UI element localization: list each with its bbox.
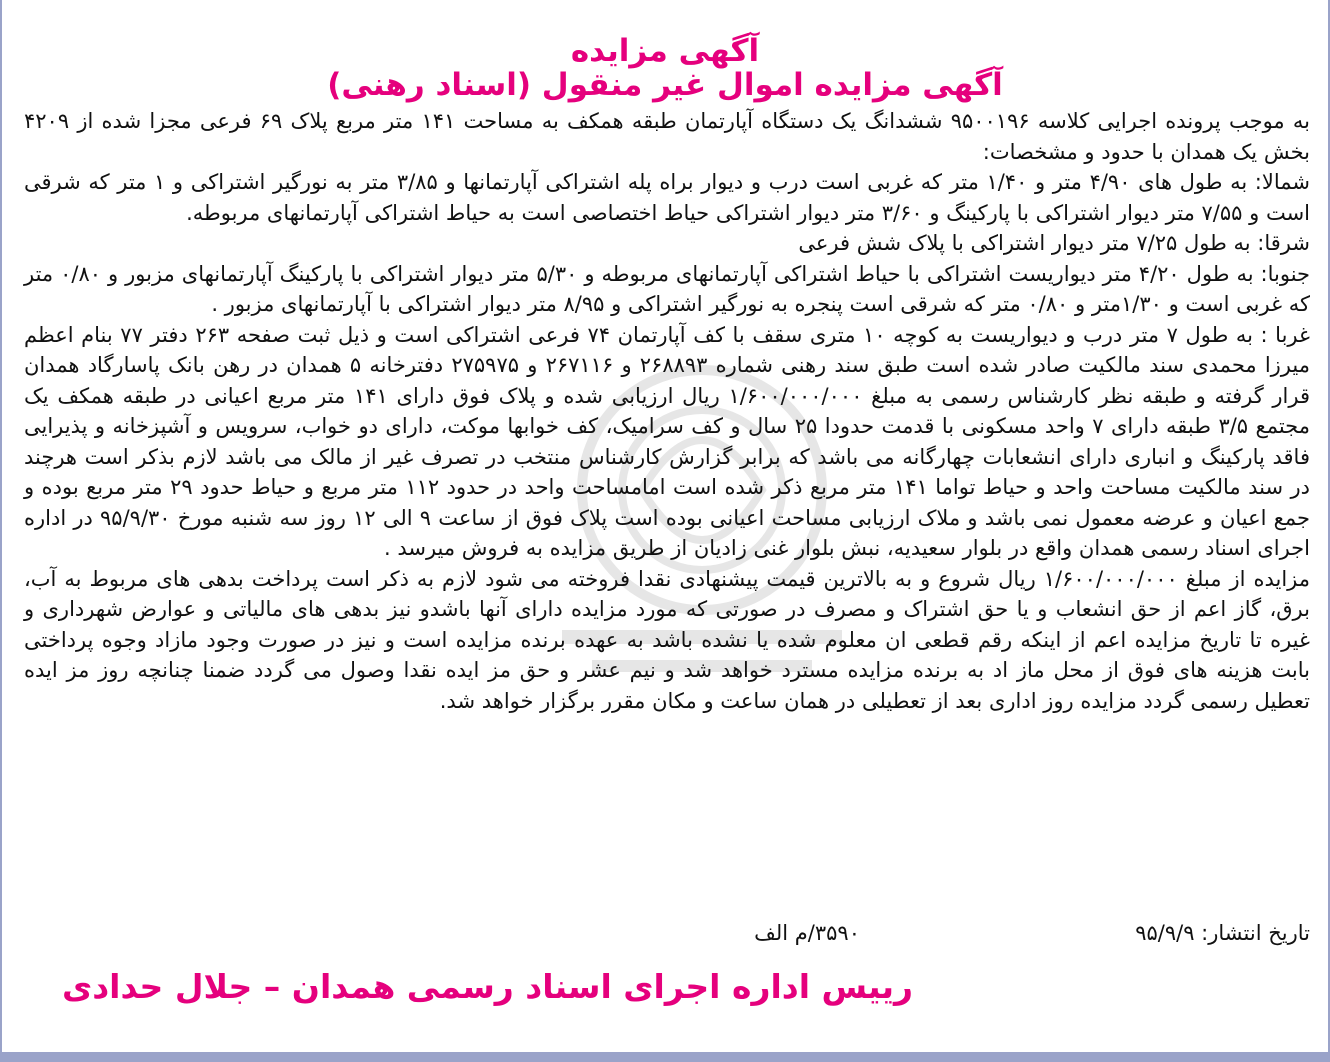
publish-date: تاریخ انتشار: ۹۵/۹/۹ — [1135, 921, 1310, 945]
bottom-border — [2, 1052, 1328, 1062]
page-subtitle: آگهی مزایده اموال غیر منقول (اسناد رهنی) — [327, 67, 1003, 103]
paragraph-west: غربا : به طول ۷ متر درب و دیواریست به کوچه ۱۰ متری سقف با کف آپارتمان ۷۴ فرعی اشتراکی است و ذیل ثبت صفحه ۲۶۳ دفتر ۷۷ بنام اعظم میرزا محمدی سند مالکیت صادر شده است طبق سند رهنی شماره ۲۶۸۸۹۳ و ۲۶۷۱۱۶ و ۲۷۵۹۷۵ دفترخانه ۵ همدان در رهن بانک پاسارگاد همدان قرار گرفته و طبقه نظر کارشناس رسمی به مبلغ ۱/۶۰۰/۰۰۰/۰۰۰ ریال ارزیابی شده و پلاک فوق دارای ۱۴۱ متر مربع اعیانی در طبقه همکف یک مجتمع ۳/۵ طبقه دارای ۷ واحد مسکونی با قدمت حدودا ۲۵ سال و کف سرامیک، کف خوابها موکت، دارای دو خواب، سرویس و آشپزخانه و پذیرایی فاقد پارکینگ و انباری دارای انشعابات چهارگانه می باشد که برابر گزارش کارشناس منتخب در تصرف غیر از مالک می باشد لازم بذکر است هرچند در سند مالکیت مساحت واحد و حیاط تواما ۱۴۱ متر مربع ذکر شده است امامساحت واحد در حدود ۱۱۲ متر مربع و حیاط حدود ۲۹ متر مربع بوده و جمع اعیان و عرضه معمول نمی باشد و ملاک ارزیابی مساحت اعیانی بوده است پلاک فوق از ساعت ۹ الی ۱۲ روز سه شنبه مورخ ۹۵/۹/۳۰ در اداره اجرای اسناد رسمی همدان واقع در بلوار سعیدیه، نبش بلوار غنی زادیان از طریق مزایده به فروش میرسد . — [24, 322, 1311, 560]
paragraph-east: شرقا: به طول ۷/۲۵ متر دیوار اشتراکی با پلاک شش فرعی — [798, 231, 1310, 255]
advertisement-body — [24, 106, 1310, 716]
paragraph-terms: مزایده از مبلغ ۱/۶۰۰/۰۰۰/۰۰۰ ریال شروع و به بالاترین قیمت پیشنهادی نقدا فروخته می شود لازم به ذکر است پرداخت بدهی های مربوط به آب، برق، گاز اعم از حق انشعاب و یا حق اشتراک و مصرف در صورتی که مورد مزایده دارای آنها باشدو نیز بدهی های مالیاتی و عوارض شهرداری و غیره تا تاریخ مزایده اعم از اینکه رقم قطعی ان معلوم شده یا نشده باشد به عهده برنده مزایده است و نیز در صورت وجود مازاد وجوه پرداختی بابت هزینه های فوق از محل ماز اد به برنده مزایده مسترد خواهد شد و نیم عشر و حق مز ایده نقدا وصول می گردد ضمنا چنانچه روز مز ایده تعطیل رسمی گردد مزایده روز اداری بعد از تعطیلی در همان ساعت و مکان مقرر برگزار خواهد شد. — [24, 566, 1310, 713]
paragraph-intro: به موجب پرونده اجرایی کلاسه ۹۵۰۰۱۹۶ ششدانگ یک دستگاه آپارتمان طبقه همکف به مساحت ۱۴۱ متر مربع پلاک ۶۹ فرعی مجزا شده از ۴۲۰۹ بخش یک همدان با حدود و مشخصات: — [24, 109, 1311, 164]
signature: رییس اداره اجرای اسناد رسمی همدان – جلال حدادی — [62, 967, 914, 1006]
paragraph-south: جنوبا: به طول ۴/۲۰ متر دیواریست اشتراکی با حیاط اشتراکی آپارتمانهای مربوطه و ۵/۳۰ متر دیوار اشتراکی با پارکینگ آپارتمانهای مزبور و ۰/۸۰ متر که غربی است و ۱/۳۰متر و ۰/۸۰ متر که شرقی است پنجره به نورگیر اشتراکی و ۸/۹۵ متر دیوار اشتراکی با آپارتمانهای مزبور . — [24, 261, 1311, 316]
page-title: آگهی مزایده — [570, 33, 760, 69]
reference-number: ۳۵۹۰/م الف — [754, 921, 860, 945]
paragraph-north: شمالا: به طول های ۴/۹۰ متر و ۱/۴۰ متر که غربی است درب و دیوار براه پله اشتراکی آپارتمانها و ۳/۸۵ متر به نورگیر اشتراکی و ۱ متر که شرقی است و ۷/۵۵ متر دیوار اشتراکی با پارکینگ و ۳/۶۰ متر دیوار اشتراکی حیاط اختصاصی است به حیاط اشتراکی آپارتمانهای مربوطه. — [24, 170, 1310, 225]
publication-row — [24, 918, 1310, 948]
